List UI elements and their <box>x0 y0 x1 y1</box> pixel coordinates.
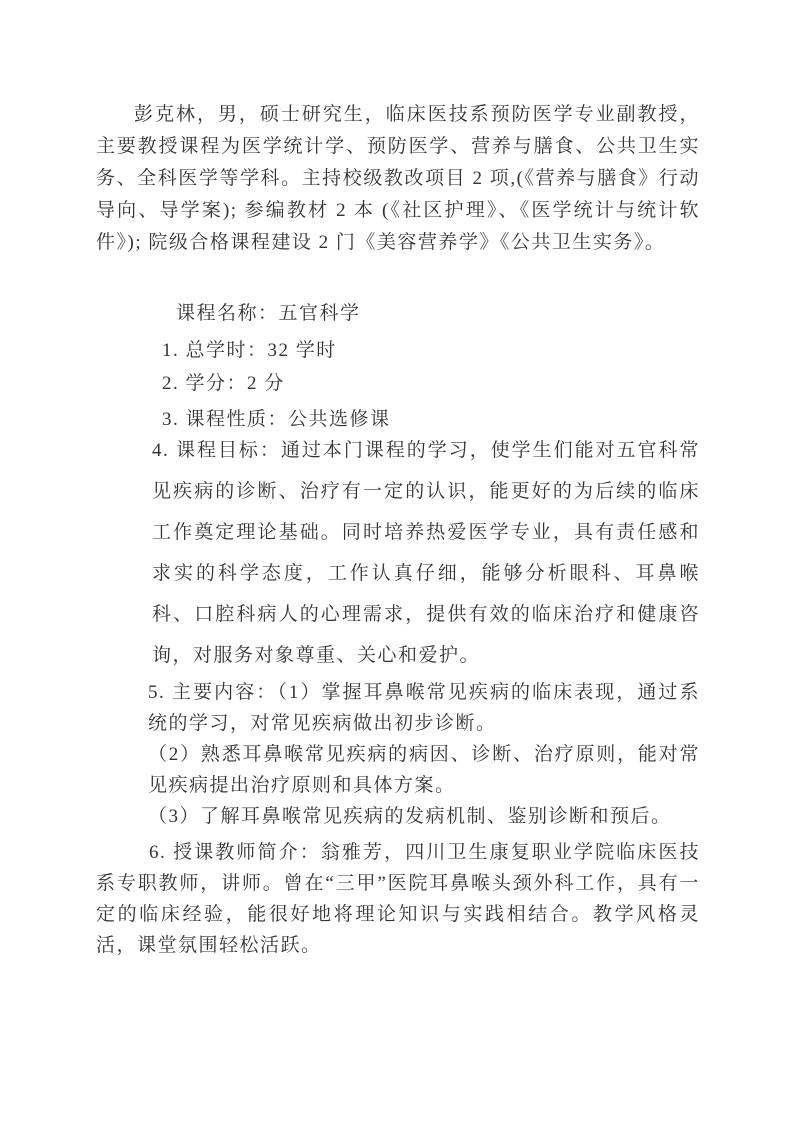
teacher-intro-paragraph: 6. 授课教师简介：翁雅芳，四川卫生康复职业学院临床医技系专职教师，讲师。曾在“三甲”医院耳鼻喉头颈外科工作，具有一定的临床经验，能很好地将理论知识与实践相结合。教学风格灵活，课堂氛围轻松活跃。 <box>96 842 700 956</box>
item-credits: 2. 学分：2 分 <box>162 373 285 394</box>
main-content-point-2: （2）熟悉耳鼻喉常见疾病的病因、诊断、治疗原则，能对常见疾病提出治疗原则和具体方案。 <box>148 744 700 796</box>
item-course-type: 3. 课程性质：公共选修课 <box>162 409 391 430</box>
intro-paragraph: 彭克林，男，硕士研究生，临床医技系预防医学专业副教授，主要教授课程为医学统计学、预防医学、营养与膳食、公共卫生实务、全科医学等学科。主持校级教改项目 2 项,(《营养与膳食》行动导向、导学案); 参编教材 2 本 (《社区护理》、《医学统计与统计软件》); 院级合格课程建设 2 门《美容营养学》《公共卫生实务》。 <box>96 104 700 253</box>
main-content-point-3: （3）了解耳鼻喉常见疾病的发病机制、鉴别诊断和预后。 <box>148 806 672 827</box>
course-objective-paragraph: 4. 课程目标：通过本门课程的学习，使学生们能对五官科常见疾病的诊断、治疗有一定的认识，能更好的为后续的临床工作奠定理论基础。同时培养热爱医学专业，具有责任感和求实的科学态度，工作认真仔细，能够分析眼科、耳鼻喉科、口腔科病人的心理需求，提供有效的临床治疗和健康咨询，对服务对象尊重、关心和爱护。 <box>152 440 700 666</box>
item-total-hours: 1. 总学时：32 学时 <box>162 340 337 361</box>
course-name-line: 课程名称：五官科学 <box>176 303 361 324</box>
main-content-point-1: 5. 主要内容：（1）掌握耳鼻喉常见疾病的临床表现，通过系统的学习，对常见疾病做出初步诊断。 <box>148 682 700 734</box>
